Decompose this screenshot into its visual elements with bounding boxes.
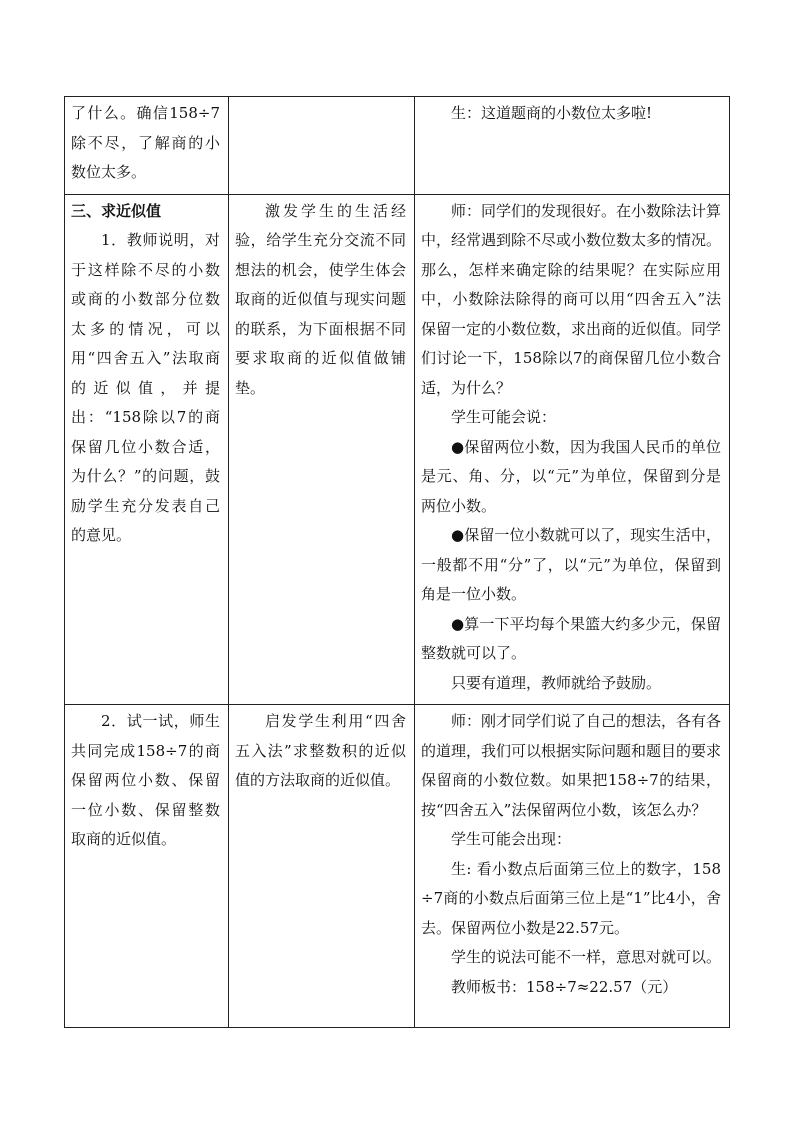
activity-text: 学生可能会说： xyxy=(451,408,557,426)
table-row xyxy=(65,97,730,195)
activity-text: 教师板书：158÷7≈22.57（元） xyxy=(451,977,678,996)
intent-cell xyxy=(229,97,415,195)
process-cell xyxy=(65,194,229,705)
activity-text: 学生的说法可能不一样，意思对就可以。 xyxy=(451,948,722,966)
process-text: 1．教师说明，对于这样除不尽的小数或商的小数部分位数太多的情况，可以用“四舍五入”法取商的近似值，并提出：“158除以7的商保留几位小数合适，为什么？”的问题，鼓励学生充分发表自己的意见。 xyxy=(71,231,220,544)
process-cell xyxy=(65,705,229,1028)
intent-cell xyxy=(229,194,415,705)
process-text: 2．试一试，师生共同完成158÷7的商保留两位小数、保留一位小数、保留整数取商的近似值。 xyxy=(71,712,220,848)
activity-text: ●保留两位小数，因为我国人民币的单位是元、角、分，以“元”为单位，保留到分是两位小数。 xyxy=(421,437,721,515)
activity-text: 生: 看小数点后面第三位上的数字，158÷7商的小数点后面第三位上是“1”比4小，舍去。保留两位小数是22.57元。 xyxy=(421,859,721,937)
process-cell xyxy=(65,97,229,195)
activity-text: 学生可能会出现： xyxy=(451,830,572,848)
activity-cell xyxy=(415,194,730,705)
lesson-plan-table xyxy=(64,96,730,1028)
intent-text: 激发学生的生活经验，给学生充分交流不同想法的机会，使学生体会取商的近似值与现实问题的联系，为下面根据不同要求取商的近似值做铺垫。 xyxy=(235,201,406,397)
process-text: 了什么。确信158÷7除不尽，了解商的小数位太多。 xyxy=(71,104,220,181)
activity-text: 只要有道理，教师就给予鼓励。 xyxy=(451,673,662,692)
intent-cell xyxy=(229,705,415,1028)
activity-text: 师：同学们的发现很好。在小数除法计算中，经常遇到除不尽或小数位数太多的情况。那么，怎样来确定除的结果呢？在实际应用中，小数除法除得的商可以用“四舍五入”法保留一定的小数位数，求出商的近似值。同学们讨论一下，158除以7的商保留几位小数合适，为什么？ xyxy=(421,201,722,397)
activity-text: ●保留一位小数就可以了，现实生活中，一般都不用“分”了，以“元”为单位，保留到角是一位小数。 xyxy=(421,526,721,603)
intent-text: 启发学生利用“四舍五入法”求整数积的近似值的方法取商的近似值。 xyxy=(235,712,406,789)
activity-text: ●算一下平均每个果篮大约多少元，保留整数就可以了。 xyxy=(421,614,721,662)
table-row xyxy=(65,194,730,705)
activity-cell xyxy=(415,705,730,1028)
section-heading: 三、求近似值 xyxy=(71,201,162,220)
activity-cell xyxy=(415,97,730,195)
activity-text: 生：这道题商的小数位太多啦! xyxy=(451,104,653,122)
table-row xyxy=(65,705,730,1028)
activity-text: 师：刚才同学们说了自己的想法，各有各的道理，我们可以根据实际问题和题目的要求保留商的小数位数。如果把158÷7的结果，按“四舍五入”法保留两位小数，该怎么办？ xyxy=(421,712,722,819)
